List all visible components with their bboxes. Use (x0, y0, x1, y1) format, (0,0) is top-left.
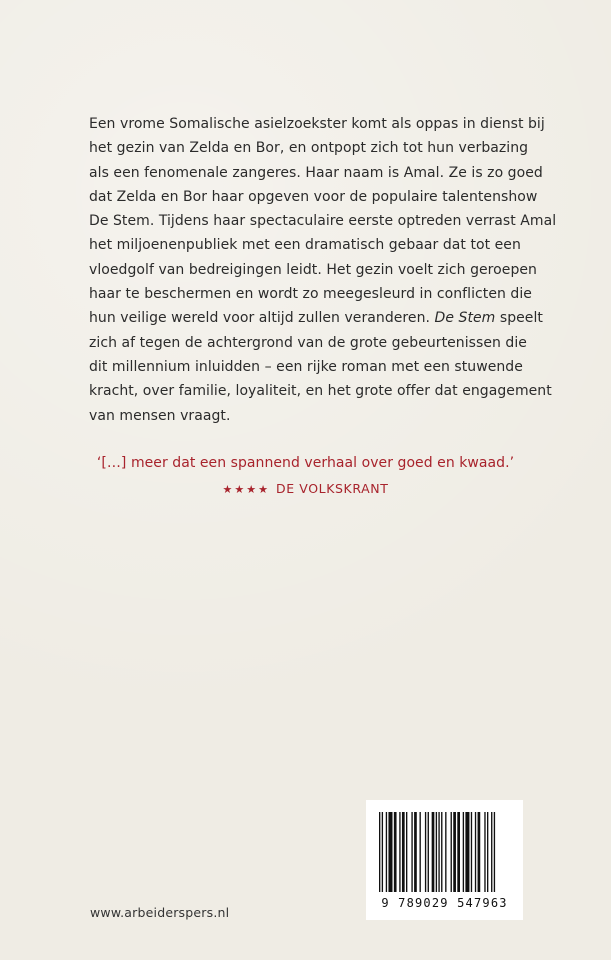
synopsis-line: dit millennium inluidden – een rijke roman met een stuwende (89, 358, 523, 375)
review-source: DE VOLKSKRANT (275, 481, 389, 496)
synopsis-line: vloedgolf van bedreigingen leidt. Het gezin voelt zich geroepen (89, 261, 537, 278)
synopsis-line: van mensen vraagt. (89, 407, 231, 424)
synopsis-line: zich af tegen de achtergrond van de grote gebeurtenissen die (89, 334, 527, 351)
barcode-bars-icon (379, 812, 510, 894)
book-title-italic: De Stem (434, 310, 496, 327)
synopsis-line: als een fenomenale zangeres. Haar naam is Amal. Ze is zo goed (89, 164, 543, 181)
review-quote: ‘[…] meer dat een spannend verhaal over goed en kwaad.’ (96, 455, 515, 471)
isbn-number: 9 789029 547963 (381, 896, 508, 910)
synopsis-line: dat Zelda en Bor haar opgeven voor de populaire talentenshow (89, 188, 538, 205)
review-attribution (0, 481, 611, 496)
synopsis-line: Een vrome Somalische asielzoekster komt als oppas in dienst bij (89, 116, 545, 132)
isbn-barcode (366, 800, 523, 920)
star-rating-icon: ★★★★ (222, 483, 270, 496)
synopsis-line-text: hun veilige wereld voor altijd zullen veranderen. (89, 310, 431, 327)
synopsis-line-text: speelt (495, 310, 543, 327)
synopsis-line: haar te beschermen en wordt zo meegesleurd in conflicten die (89, 286, 532, 303)
synopsis-line (89, 306, 543, 330)
synopsis-text (89, 112, 557, 428)
publisher-website: www.arbeiderspers.nl (90, 905, 230, 920)
synopsis-line: kracht, over familie, loyaliteit, en het grote offer dat engagement (89, 383, 552, 400)
synopsis-line: De Stem. Tijdens haar spectaculaire eerste optreden verrast Amal (89, 213, 557, 230)
synopsis-line: het gezin van Zelda en Bor, en ontpopt zich tot hun verbazing (89, 140, 529, 157)
synopsis-line: het miljoenenpubliek met een dramatisch gebaar dat tot een (89, 237, 521, 254)
